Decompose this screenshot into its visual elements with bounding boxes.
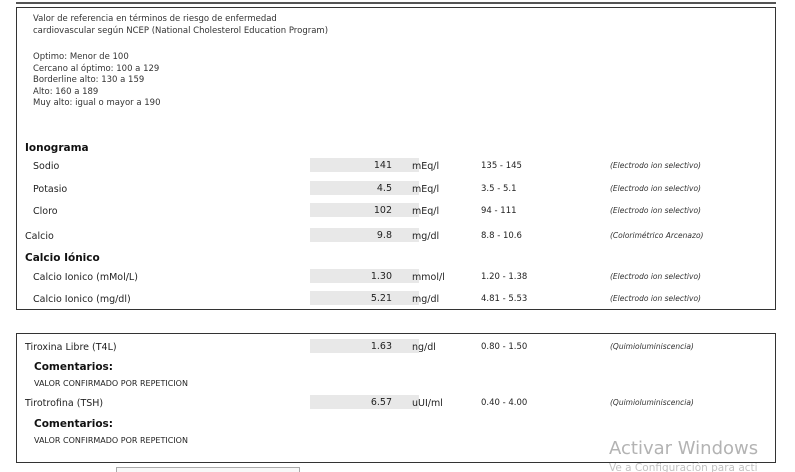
- test-value: 5.21: [370, 293, 392, 304]
- reference-level: Borderline alto: 130 a 159: [33, 75, 145, 86]
- test-method: (Electrodo ion selectivo): [610, 206, 701, 215]
- test-value: 1.63: [370, 341, 392, 352]
- test-unit: mEq/l: [412, 184, 440, 195]
- test-range: 1.20 - 1.38: [481, 272, 528, 282]
- result-row-sodio: [17, 158, 777, 174]
- reference-level: Cercano al óptimo: 100 a 129: [33, 63, 160, 74]
- comment-title: Comentarios:: [34, 361, 114, 373]
- result-row-t4l: [17, 339, 777, 355]
- reference-level: Muy alto: igual o mayor a 190: [33, 98, 161, 109]
- test-name: Cloro: [33, 206, 58, 217]
- test-name: Potasio: [33, 184, 68, 195]
- test-unit: ng/dl: [412, 342, 436, 353]
- result-row-calcio: [17, 228, 777, 244]
- comment-text: VALOR CONFIRMADO POR REPETICION: [34, 379, 188, 388]
- test-range: 135 - 145: [481, 161, 522, 171]
- test-range: 0.40 - 4.00: [481, 398, 528, 408]
- reference-note-line: cardiovascular según NCEP (National Cholesterol Education Program): [33, 26, 329, 36]
- test-range: 0.80 - 1.50: [481, 342, 528, 352]
- test-method: (Electrodo ion selectivo): [610, 272, 701, 281]
- test-value: 141: [373, 160, 392, 171]
- test-value: 102: [373, 205, 392, 216]
- reference-level: Optimo: Menor de 100: [33, 52, 129, 62]
- top-divider: [16, 2, 776, 4]
- test-unit: mmol/l: [412, 272, 445, 283]
- test-unit: mg/dl: [412, 294, 440, 305]
- test-name: Calcio Ionico (mg/dl): [33, 294, 131, 305]
- test-method: (Electrodo ion selectivo): [610, 294, 701, 303]
- lab-results-panel: [16, 7, 776, 310]
- test-name: Calcio: [25, 231, 54, 242]
- result-row-tsh: [17, 395, 777, 411]
- test-unit: mg/dl: [412, 231, 440, 242]
- comment-title: Comentarios:: [34, 418, 114, 430]
- test-method: (Quimioluminiscencia): [610, 398, 694, 407]
- test-name: Sodio: [33, 161, 60, 172]
- test-name: Tiroxina Libre (T4L): [25, 342, 117, 353]
- reference-level: Alto: 160 a 189: [33, 86, 99, 97]
- reference-levels: [33, 52, 161, 110]
- test-range: 4.81 - 5.53: [481, 294, 528, 304]
- test-unit: mEq/l: [412, 161, 440, 172]
- test-method: (Electrodo ion selectivo): [610, 161, 701, 170]
- test-value: 9.8: [376, 230, 392, 241]
- test-method: (Colorimétrico Arcenazo): [610, 231, 704, 240]
- result-row-cloro: [17, 203, 777, 219]
- result-row-calcio-ionico-mmol: [17, 269, 777, 285]
- test-name: Calcio Ionico (mMol/L): [33, 272, 138, 283]
- test-name: Tirotrofina (TSH): [25, 398, 104, 409]
- reference-note: [33, 13, 328, 37]
- windows-activation-watermark-subtitle: Ve a Configuración para acti: [609, 462, 758, 472]
- test-range: 3.5 - 5.1: [481, 184, 517, 194]
- test-range: 8.8 - 10.6: [481, 231, 522, 241]
- reference-note-line: Valor de referencia en términos de riesgo de enfermedad: [33, 14, 277, 24]
- test-method: (Quimioluminiscencia): [610, 342, 694, 351]
- comment-text: VALOR CONFIRMADO POR REPETICION: [34, 436, 188, 445]
- section-title-ionograma: Ionograma: [25, 142, 89, 154]
- test-unit: uUI/ml: [412, 398, 443, 409]
- test-unit: mEq/l: [412, 206, 440, 217]
- test-value: 4.5: [376, 183, 392, 194]
- windows-activation-watermark-title: Activar Windows: [609, 438, 759, 459]
- result-row-calcio-ionico-mgdl: [17, 291, 777, 307]
- test-range: 94 - 111: [481, 206, 517, 216]
- section-title-calcio-ionico: Calcio Iónico: [25, 252, 100, 264]
- result-row-potasio: [17, 181, 777, 197]
- test-value: 6.57: [370, 397, 392, 408]
- footer-element: [116, 467, 300, 472]
- test-method: (Electrodo ion selectivo): [610, 184, 701, 193]
- test-value: 1.30: [370, 271, 392, 282]
